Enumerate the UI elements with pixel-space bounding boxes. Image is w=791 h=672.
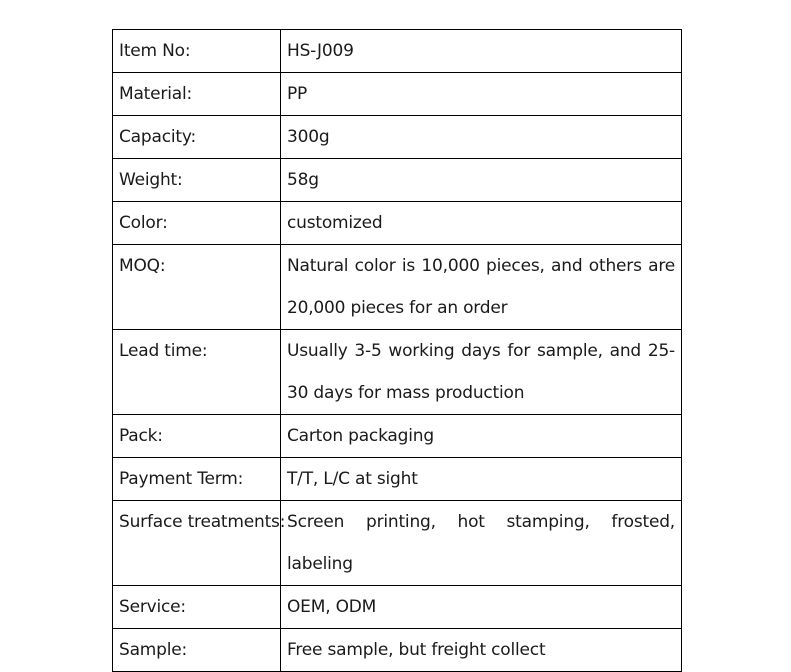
row-label-weight: Weight: — [113, 159, 281, 202]
row-label-service: Service: — [113, 586, 281, 629]
table-row — [113, 629, 682, 672]
row-value-pack: Carton packaging — [281, 415, 682, 458]
table-row — [113, 159, 682, 202]
row-label-surface-treatments: Surface treatments: — [113, 501, 281, 586]
row-value-surface-treatments: Screen printing, hot stamping, frosted, labeling — [281, 501, 682, 586]
table-row — [113, 116, 682, 159]
row-label-pack: Pack: — [113, 415, 281, 458]
table-row — [113, 202, 682, 245]
table-row — [113, 415, 682, 458]
table-row — [113, 30, 682, 73]
row-value-material: PP — [281, 73, 682, 116]
row-label-color: Color: — [113, 202, 281, 245]
row-value-payment-term: T/T, L/C at sight — [281, 458, 682, 501]
row-label-payment-term: Payment Term: — [113, 458, 281, 501]
table-row — [113, 501, 682, 586]
row-value-sample: Free sample, but freight collect — [281, 629, 682, 672]
row-value-item-no: HS-J009 — [281, 30, 682, 73]
product-spec-table — [112, 29, 682, 672]
row-value-moq: Natural color is 10,000 pieces, and others are 20,000 pieces for an order — [281, 245, 682, 330]
row-value-capacity: 300g — [281, 116, 682, 159]
table-row — [113, 73, 682, 116]
table-row — [113, 245, 682, 330]
row-label-sample: Sample: — [113, 629, 281, 672]
table-row — [113, 458, 682, 501]
row-label-moq: MOQ: — [113, 245, 281, 330]
table-row — [113, 330, 682, 415]
row-label-lead-time: Lead time: — [113, 330, 281, 415]
row-label-capacity: Capacity: — [113, 116, 281, 159]
row-value-lead-time: Usually 3-5 working days for sample, and 25-30 days for mass production — [281, 330, 682, 415]
table-row — [113, 586, 682, 629]
row-value-color: customized — [281, 202, 682, 245]
row-value-service: OEM, ODM — [281, 586, 682, 629]
row-label-material: Material: — [113, 73, 281, 116]
row-value-weight: 58g — [281, 159, 682, 202]
row-label-item-no: Item No: — [113, 30, 281, 73]
